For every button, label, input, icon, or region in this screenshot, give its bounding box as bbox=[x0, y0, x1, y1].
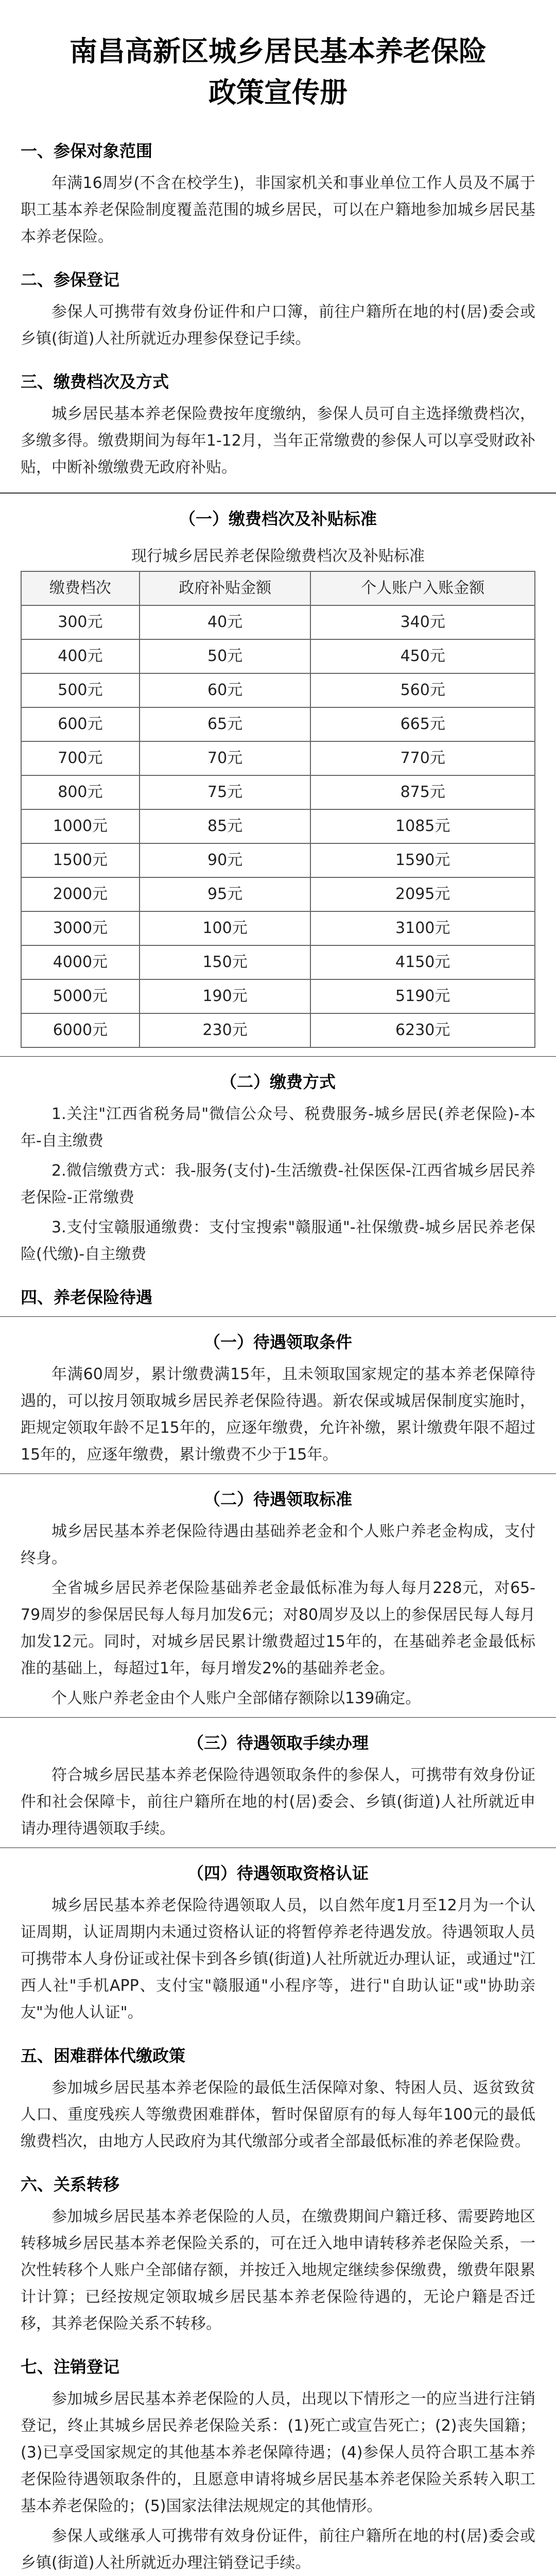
benefit-standard-heading: （二）待遇领取标准 bbox=[203, 1489, 352, 1509]
table-row bbox=[21, 877, 535, 911]
benefit-procedure-heading: （三）待遇领取手续办理 bbox=[187, 1733, 369, 1753]
benefit-standard-text: 个人账户养老金由个人账户全部储存额除以139确定。 bbox=[51, 1689, 421, 1707]
benefit-certification-text: 城乡居民基本养老保险待遇领取人员，以自然年度1月至12月为一个认证周期，认证周期内未通过资格认证的将暂停养老待遇发放。待遇领取人员可携带本人身份证或社保卡到各乡镇(街道)人社所就近办理认证，或通过"江西人社"手机APP、支付宝"赣服通"小程序等，进行"自助认证"或"协助亲友"为他人认证"。 bbox=[21, 1896, 535, 2022]
table-row bbox=[21, 605, 535, 639]
table-cell: 70元 bbox=[140, 741, 311, 775]
registration-text: 参保人可携带有效身份证件和户口簿，前往户籍所在地的村(居)委会或乡镇(街道)人社所就近办理参保登记手续。 bbox=[21, 303, 535, 348]
table-cell: 340元 bbox=[310, 605, 535, 639]
benefit-condition-text: 年满60周岁，累计缴费满15年，且未领取国家规定的基本养老保障待遇的，可以按月领取城乡居民养老保险待遇。新农保或城居保制度实施时，距规定领取年龄不足15年的，应逐年缴费，允许补缴，累计缴费年限不超过15年的，应逐年缴费，累计缴费不少于15年。 bbox=[21, 1365, 535, 1464]
benefit-condition-heading: （一）待遇领取条件 bbox=[203, 1332, 352, 1352]
table-cell: 6000元 bbox=[21, 1013, 140, 1047]
table-cell: 50元 bbox=[140, 639, 311, 673]
table-cell: 150元 bbox=[140, 945, 311, 979]
table-cell: 3000元 bbox=[21, 911, 140, 945]
table-cell: 770元 bbox=[310, 741, 535, 775]
cancellation-text: 参加城乡居民基本养老保险的人员，出现以下情形之一的应当进行注销登记，终止其城乡居民养老保险关系：(1)死亡或宣告死亡；(2)丧失国籍；(3)已享受国家规定的其他基本养老保障待遇；(4)参保人员符合职工基本养老保险待遇领取条件的，且愿意申请将城乡居民基本养老保险关系转入职工基本养老保险的；(5)国家法律法规规定的其他情形。 bbox=[21, 2390, 535, 2515]
table-row bbox=[21, 945, 535, 979]
table-cell: 1590元 bbox=[310, 843, 535, 877]
table-cell: 85元 bbox=[140, 809, 311, 843]
divider bbox=[0, 1717, 556, 1718]
section-heading-eligibility: 一、参保对象范围 bbox=[21, 141, 153, 161]
table-cell: 1000元 bbox=[21, 809, 140, 843]
page-subtitle: 政策宣传册 bbox=[208, 76, 348, 109]
table-caption: 现行城乡居民养老保险缴费档次及补贴标准 bbox=[131, 547, 425, 565]
table-cell: 450元 bbox=[310, 639, 535, 673]
table-row bbox=[21, 707, 535, 741]
table-row bbox=[21, 843, 535, 877]
table-row bbox=[21, 639, 535, 673]
table-cell: 2000元 bbox=[21, 877, 140, 911]
contribution-text: 城乡居民基本养老保险费按年度缴纳，参保人员可自主选择缴费档次，多缴多得。缴费期间为每年1-12月，当年正常缴费的参保人可以享受财政补贴，中断补缴缴费无政府补贴。 bbox=[21, 405, 535, 477]
table-cell: 665元 bbox=[310, 707, 535, 741]
table-header-cell: 缴费档次 bbox=[21, 571, 140, 605]
table-row bbox=[21, 809, 535, 843]
table-cell: 400元 bbox=[21, 639, 140, 673]
table-cell: 95元 bbox=[140, 877, 311, 911]
section-heading-benefits: 四、养老保险待遇 bbox=[21, 1287, 153, 1307]
table-cell: 5190元 bbox=[310, 979, 535, 1013]
table-cell: 100元 bbox=[140, 911, 311, 945]
table-cell: 2095元 bbox=[310, 877, 535, 911]
table-body bbox=[21, 605, 535, 1047]
table-row bbox=[21, 775, 535, 809]
table-cell: 5000元 bbox=[21, 979, 140, 1013]
table-cell: 1085元 bbox=[310, 809, 535, 843]
divider bbox=[0, 493, 556, 494]
section-heading-cancellation: 七、注销登记 bbox=[21, 2357, 120, 2377]
benefit-certification-heading: （四）待遇领取资格认证 bbox=[187, 1863, 369, 1883]
section-heading-transfer: 六、关系转移 bbox=[21, 2175, 120, 2194]
payment-item: 3.支付宝赣服通缴费：支付宝搜索"赣服通"-社保缴费-城乡居民养老保险(代缴)-自主缴费 bbox=[21, 1218, 535, 1263]
page-title: 南昌高新区城乡居民基本养老保险 bbox=[70, 35, 486, 67]
section-heading-contribution: 三、缴费档次及方式 bbox=[21, 372, 169, 392]
table-cell: 65元 bbox=[140, 707, 311, 741]
section-heading-hardship: 五、困难群体代缴政策 bbox=[21, 2046, 186, 2065]
table-row bbox=[21, 1013, 535, 1047]
table-cell: 800元 bbox=[21, 775, 140, 809]
benefit-standard-text: 城乡居民基本养老保险待遇由基础养老金和个人账户养老金构成，支付终身。 bbox=[21, 1522, 535, 1567]
table-cell: 75元 bbox=[140, 775, 311, 809]
table-cell: 4000元 bbox=[21, 945, 140, 979]
table-header-cell: 政府补贴金额 bbox=[140, 571, 311, 605]
table-row bbox=[21, 673, 535, 707]
table-cell: 875元 bbox=[310, 775, 535, 809]
table-row bbox=[21, 911, 535, 945]
benefit-standard-text: 全省城乡居民养老保险基础养老金最低标准为每人每月228元，对65-79周岁的参保居民每人每月加发6元；对80周岁及以上的参保居民每人每月加发12元。同时，对城乡居民累计缴费超过15年的，在基础养老金最低标准的基础上，每超过1年，每月增发2%的基础养老金。 bbox=[21, 1579, 535, 1677]
table-cell: 560元 bbox=[310, 673, 535, 707]
table-cell: 40元 bbox=[140, 605, 311, 639]
table-cell: 3100元 bbox=[310, 911, 535, 945]
cancellation-text: 参保人或继承人可携带有效身份证件，前往户籍所在地的村(居)委会或乡镇(街道)人社所就近办理注销登记手续。 bbox=[21, 2527, 535, 2572]
section-heading-registration: 二、参保登记 bbox=[21, 270, 120, 290]
payment-item: 2.微信缴费方式：我-服务(支付)-生活缴费-社保医保-江西省城乡居民养老保险-正常缴费 bbox=[21, 1162, 535, 1207]
table-row bbox=[21, 741, 535, 775]
eligibility-text: 年满16周岁(不含在校学生)，非国家机关和事业单位工作人员及不属于职工基本养老保险制度覆盖范围的城乡居民，可以在户籍地参加城乡居民基本养老保险。 bbox=[21, 174, 535, 246]
table-cell: 500元 bbox=[21, 673, 140, 707]
table-header-row bbox=[21, 571, 535, 605]
table-cell: 6230元 bbox=[310, 1013, 535, 1047]
table-row bbox=[21, 979, 535, 1013]
transfer-text: 参加城乡居民基本养老保险的人员，在缴费期间户籍迁移、需要跨地区转移城乡居民基本养老保险关系的，可在迁入地申请转移养老保险关系，一次性转移个人账户全部储存额，并按迁入地规定继续参保缴费，缴费年限累计计算；已经按规定领取城乡居民基本养老保险待遇的，无论户籍是否迁移，其养老保险关系不转移。 bbox=[21, 2208, 535, 2333]
hardship-text: 参加城乡居民基本养老保险的最低生活保障对象、特困人员、返贫致贫人口、重度残疾人等缴费困难群体，暂时保留原有的每人每年100元的最低缴费档次，由地方人民政府为其代缴部分或者全部最低标准的养老保险费。 bbox=[21, 2079, 535, 2150]
contribution-table bbox=[21, 538, 535, 1048]
table-cell: 700元 bbox=[21, 741, 140, 775]
divider bbox=[0, 1473, 556, 1474]
table-header-cell: 个人账户入账金额 bbox=[310, 571, 535, 605]
table-cell: 1500元 bbox=[21, 843, 140, 877]
table-cell: 60元 bbox=[140, 673, 311, 707]
table-cell: 190元 bbox=[140, 979, 311, 1013]
payment-heading: （二）缴费方式 bbox=[220, 1072, 336, 1092]
table-cell: 90元 bbox=[140, 843, 311, 877]
table-cell: 600元 bbox=[21, 707, 140, 741]
divider bbox=[0, 1056, 556, 1057]
table-cell: 4150元 bbox=[310, 945, 535, 979]
table-cell: 300元 bbox=[21, 605, 140, 639]
table-cell: 230元 bbox=[140, 1013, 311, 1047]
benefit-procedure-text: 符合城乡居民基本养老保险待遇领取条件的参保人，可携带有效身份证件和社会保障卡，前往户籍所在地的村(居)委会、乡镇(街道)人社所就近申请办理待遇领取手续。 bbox=[21, 1766, 535, 1838]
table-section-heading: （一）缴费档次及补贴标准 bbox=[179, 509, 377, 529]
payment-item: 1.关注"江西省税务局"微信公众号、税费服务-城乡居民(养老保险)-本年-自主缴费 bbox=[21, 1105, 535, 1150]
divider bbox=[0, 1316, 556, 1317]
